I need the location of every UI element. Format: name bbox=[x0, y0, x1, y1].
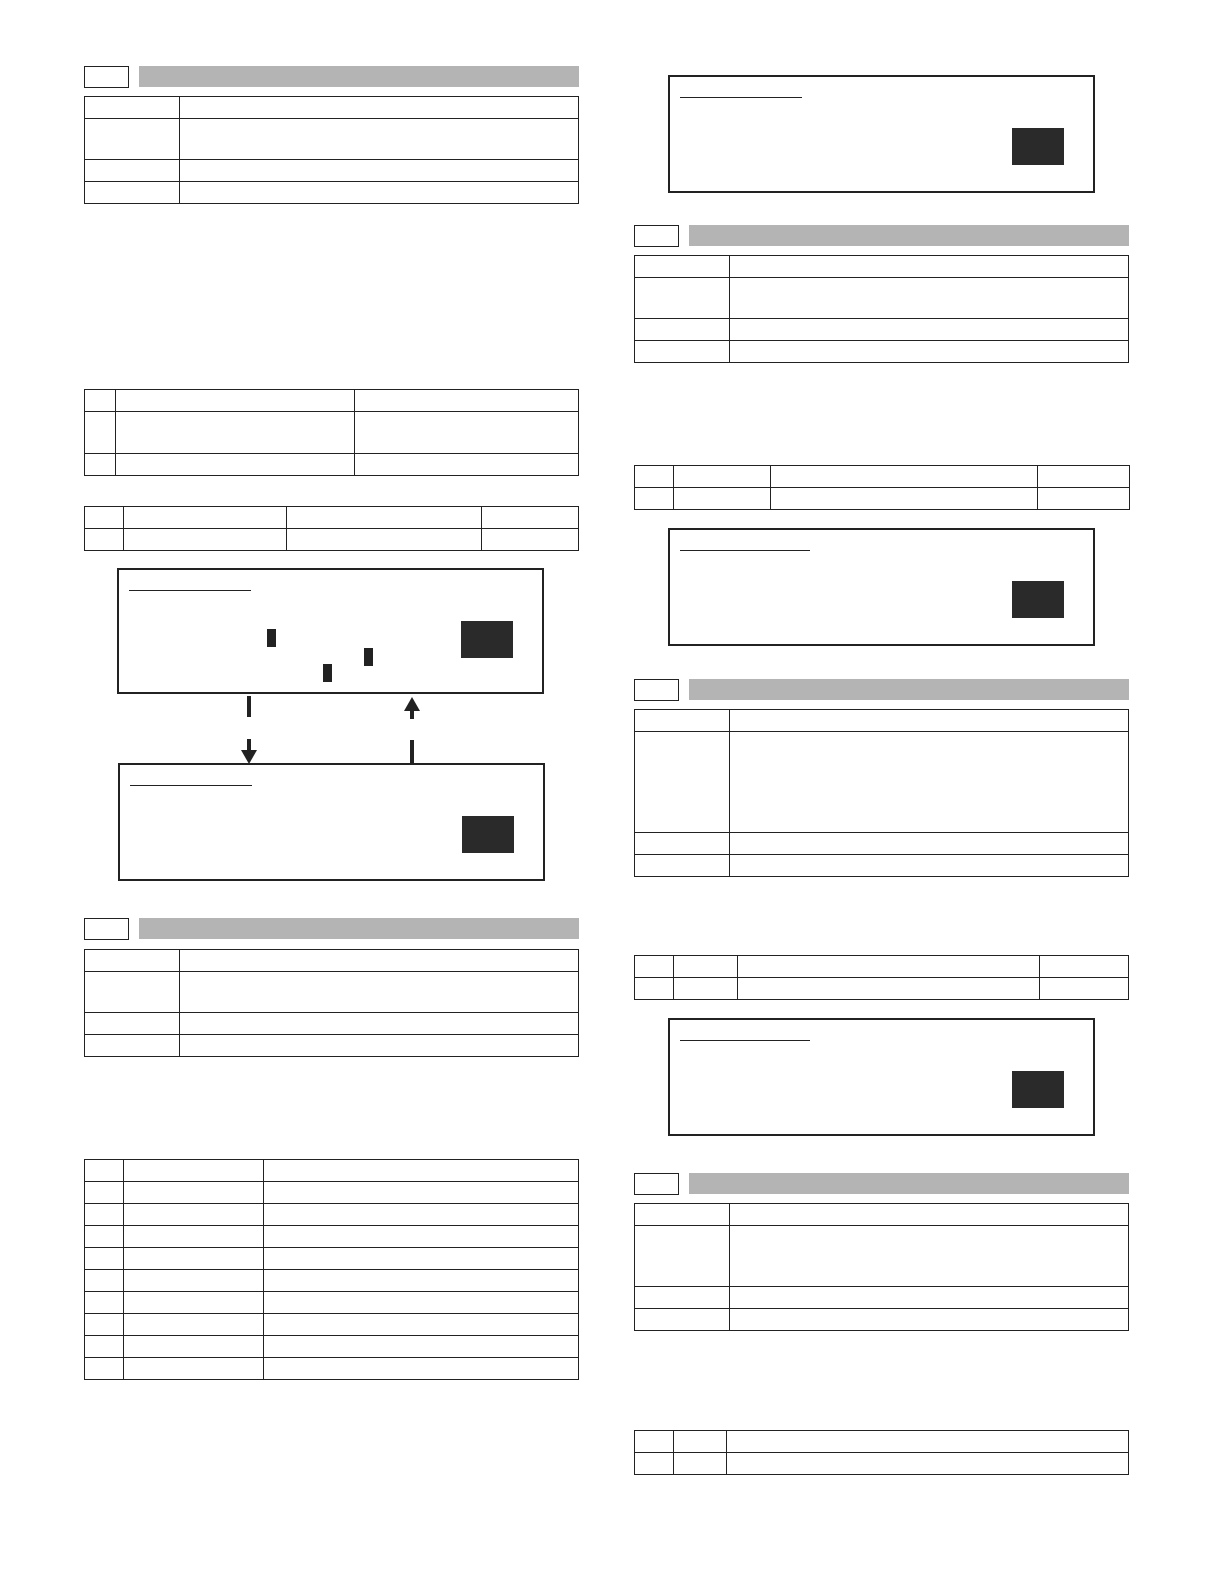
table-cell bbox=[1040, 978, 1129, 1000]
section-1-info-table bbox=[84, 96, 579, 204]
section-4-title-bar bbox=[689, 679, 1129, 700]
section-5-code-box bbox=[634, 1173, 679, 1195]
table-cell bbox=[738, 956, 1040, 978]
table-cell bbox=[635, 466, 674, 488]
table-cell bbox=[635, 1453, 674, 1475]
table-cell bbox=[674, 956, 738, 978]
table-cell bbox=[1040, 956, 1129, 978]
screen-key-button[interactable] bbox=[1012, 1071, 1064, 1108]
section-5-title-bar bbox=[689, 1173, 1129, 1194]
section-2-code-box bbox=[84, 918, 129, 940]
arrow-up-shaft-lower bbox=[410, 740, 414, 763]
cursor-mark-2 bbox=[364, 648, 373, 666]
table-row bbox=[85, 1336, 579, 1358]
table-cell bbox=[85, 1013, 180, 1035]
table-cell bbox=[180, 97, 579, 119]
table-cell bbox=[180, 1035, 579, 1057]
display-screen-1 bbox=[117, 568, 544, 694]
table-cell bbox=[124, 507, 287, 529]
table-cell bbox=[85, 119, 180, 160]
screen-title-underline bbox=[129, 590, 251, 591]
table-row bbox=[85, 1182, 579, 1204]
table-cell bbox=[730, 732, 1129, 833]
table-cell bbox=[482, 507, 579, 529]
section-2-list-table bbox=[84, 1159, 579, 1380]
table-cell bbox=[635, 978, 674, 1000]
table-cell bbox=[85, 950, 180, 972]
screen-key-button[interactable] bbox=[1012, 581, 1064, 618]
table-cell bbox=[124, 529, 287, 551]
table-cell bbox=[730, 1287, 1129, 1309]
table-cell bbox=[730, 319, 1129, 341]
table-cell bbox=[355, 390, 579, 412]
screen-title-underline bbox=[680, 550, 810, 551]
section-3-value-table bbox=[634, 465, 1130, 510]
section-1-title-bar bbox=[139, 66, 579, 87]
table-row bbox=[85, 1204, 579, 1226]
table-row bbox=[85, 1160, 579, 1182]
table-cell bbox=[635, 278, 730, 319]
section-3-info-table bbox=[634, 255, 1129, 363]
cursor-mark-1 bbox=[267, 629, 276, 647]
table-cell bbox=[771, 466, 1038, 488]
section-4-info-table bbox=[634, 709, 1129, 877]
section-5-value-table bbox=[634, 1430, 1129, 1475]
table-cell bbox=[635, 732, 730, 833]
table-cell bbox=[1038, 466, 1130, 488]
table-cell bbox=[85, 529, 124, 551]
table-cell bbox=[674, 1431, 727, 1453]
table-cell bbox=[287, 529, 482, 551]
section-3-code-box bbox=[634, 225, 679, 247]
table-cell bbox=[730, 710, 1129, 732]
table-cell bbox=[116, 390, 355, 412]
table-cell bbox=[635, 1204, 730, 1226]
screen-title-underline bbox=[680, 97, 802, 98]
table-cell bbox=[635, 956, 674, 978]
table-cell bbox=[727, 1431, 1129, 1453]
table-cell bbox=[85, 972, 180, 1013]
table-row bbox=[85, 1270, 579, 1292]
table-cell bbox=[635, 488, 674, 510]
table-cell bbox=[180, 160, 579, 182]
screen-key-button[interactable] bbox=[462, 816, 514, 853]
table-cell bbox=[180, 119, 579, 160]
table-cell bbox=[85, 454, 116, 476]
table-cell bbox=[674, 488, 771, 510]
table-cell bbox=[287, 507, 482, 529]
display-screen-2 bbox=[118, 763, 545, 881]
table-cell bbox=[730, 278, 1129, 319]
table-cell bbox=[180, 972, 579, 1013]
table-row bbox=[85, 1292, 579, 1314]
section-1-setting-table bbox=[84, 389, 579, 476]
table-cell bbox=[730, 1226, 1129, 1287]
section-3-title-bar bbox=[689, 225, 1129, 246]
table-cell bbox=[635, 341, 730, 363]
screen-title-underline bbox=[680, 1040, 810, 1041]
table-cell bbox=[635, 256, 730, 278]
table-cell bbox=[180, 950, 579, 972]
table-cell bbox=[180, 182, 579, 204]
screen-key-button[interactable] bbox=[1012, 128, 1064, 165]
table-cell bbox=[730, 855, 1129, 877]
section-4-code-box bbox=[634, 679, 679, 701]
table-row bbox=[85, 1226, 579, 1248]
table-cell bbox=[482, 529, 579, 551]
screen-key-button[interactable] bbox=[461, 621, 513, 658]
table-cell bbox=[730, 341, 1129, 363]
section-5-info-table bbox=[634, 1203, 1129, 1331]
table-cell bbox=[730, 1204, 1129, 1226]
section-4-value-table bbox=[634, 955, 1129, 1000]
table-cell bbox=[771, 488, 1038, 510]
table-cell bbox=[85, 160, 180, 182]
cursor-mark-3 bbox=[323, 664, 332, 682]
table-cell bbox=[85, 390, 116, 412]
arrow-up-shaft-upper bbox=[410, 709, 414, 719]
table-cell bbox=[635, 855, 730, 877]
display-screen-5 bbox=[668, 1018, 1095, 1136]
table-cell bbox=[674, 466, 771, 488]
display-screen-3 bbox=[668, 75, 1095, 193]
section-2-title-bar bbox=[139, 918, 579, 939]
section-2-info-table bbox=[84, 949, 579, 1057]
table-cell bbox=[635, 1431, 674, 1453]
table-cell bbox=[116, 454, 355, 476]
section-1-code-box bbox=[84, 66, 129, 88]
table-cell bbox=[635, 1226, 730, 1287]
table-cell bbox=[727, 1453, 1129, 1475]
table-cell bbox=[85, 182, 180, 204]
table-row bbox=[85, 1358, 579, 1380]
table-cell bbox=[180, 1013, 579, 1035]
table-cell bbox=[635, 833, 730, 855]
arrow-down-icon bbox=[241, 750, 257, 764]
table-row bbox=[85, 1248, 579, 1270]
arrow-down-shaft-upper bbox=[247, 696, 251, 717]
table-cell bbox=[635, 1287, 730, 1309]
table-cell bbox=[674, 1453, 727, 1475]
table-cell bbox=[85, 507, 124, 529]
table-row bbox=[85, 1314, 579, 1336]
screen-title-underline bbox=[130, 785, 252, 786]
table-cell bbox=[355, 454, 579, 476]
table-cell bbox=[355, 412, 579, 454]
table-cell bbox=[730, 256, 1129, 278]
section-1-value-table bbox=[84, 506, 579, 551]
table-cell bbox=[738, 978, 1040, 1000]
table-cell bbox=[730, 1309, 1129, 1331]
table-cell bbox=[1038, 488, 1130, 510]
table-cell bbox=[116, 412, 355, 454]
table-cell bbox=[635, 319, 730, 341]
table-cell bbox=[85, 412, 116, 454]
table-cell bbox=[635, 1309, 730, 1331]
table-cell bbox=[730, 833, 1129, 855]
table-cell bbox=[85, 1035, 180, 1057]
display-screen-4 bbox=[668, 528, 1095, 646]
table-cell bbox=[674, 978, 738, 1000]
table-cell bbox=[85, 97, 180, 119]
table-cell bbox=[635, 710, 730, 732]
